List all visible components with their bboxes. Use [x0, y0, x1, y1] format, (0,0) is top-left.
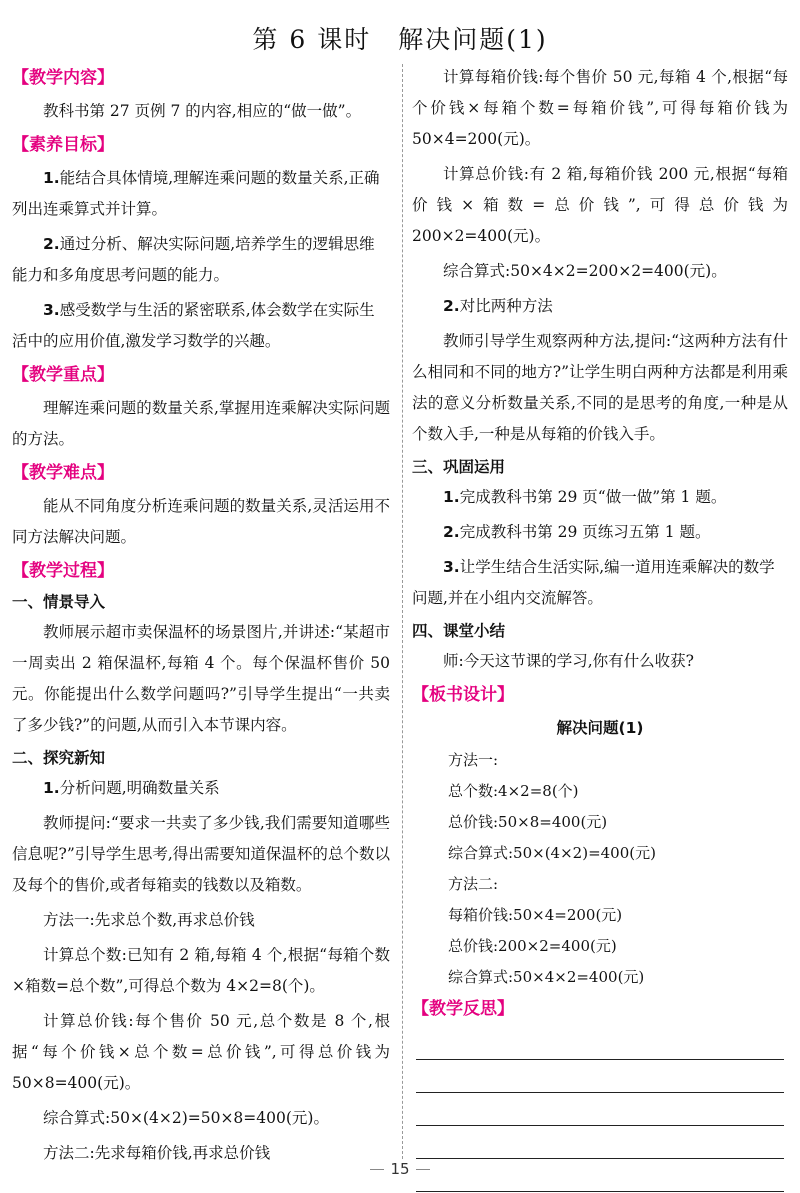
- section-tag-content: 【教学内容】: [12, 68, 114, 88]
- subheading-compare: 2.对比两种方法: [443, 297, 553, 315]
- subheading-analyze: 1.分析问题,明确数量关系: [43, 779, 220, 797]
- section-tag-process: 【教学过程】: [12, 561, 114, 581]
- column-divider: [402, 64, 403, 1159]
- practice-item: 2.完成教科书第 29 页练习五第 1 题。: [443, 523, 711, 541]
- board-line: 总个数:4×2=8(个): [448, 782, 579, 800]
- goal-item: 2.通过分析、解决实际问题,培养学生的逻辑思维能力和多角度思考问题的能力。: [12, 235, 375, 284]
- board-line: 总价钱:200×2=400(元): [448, 937, 617, 955]
- compare-paragraph: 教师引导学生观察两种方法,提问:“这两种方法有什么相同和不同的地方?”让学生明白两种方法都是利用乘法的意义分析数量关系,不同的是思考的角度,一种是从个数入手,一种是从每箱的价钱入手。: [412, 332, 788, 443]
- section-tag-board: 【板书设计】: [412, 685, 514, 705]
- explore-paragraph: 计算总价钱:每个售价 50 元,总个数是 8 个,根据“每个价钱×总个数=总价钱”,可得总价钱为 50×8=400(元)。: [12, 1012, 390, 1092]
- explore-paragraph: 计算总个数:已知有 2 箱,每箱 4 个,根据“每箱个数×箱数=总个数”,可得总个数为 4×2=8(个)。: [12, 946, 390, 995]
- combined-formula: 综合算式:50×(4×2)=50×8=400(元)。: [43, 1109, 329, 1127]
- reflection-line[interactable]: [416, 1093, 784, 1126]
- page-title: 第 6 课时 解决问题(1): [252, 25, 548, 54]
- board-line: 综合算式:50×4×2=400(元): [448, 968, 645, 986]
- page-number-value: 15: [390, 1160, 410, 1178]
- section-heading-explore: 二、探究新知: [12, 749, 106, 767]
- content-text: 教科书第 27 页例 7 的内容,相应的“做一做”。: [43, 102, 362, 120]
- key-points-text: 理解连乘问题的数量关系,掌握用连乘解决实际问题的方法。: [12, 399, 390, 448]
- section-tag-difficulties: 【教学难点】: [12, 463, 114, 483]
- page-number-dash: [370, 1169, 384, 1170]
- explore-paragraph: 计算每箱价钱:每个售价 50 元,每箱 4 个,根据“每个价钱×每箱个数=每箱价钱”,可得每箱价钱为 50×4=200(元)。: [412, 68, 788, 148]
- method-one-heading: 方法一:先求总个数,再求总价钱: [43, 911, 255, 929]
- board-line: 方法二:: [448, 875, 499, 893]
- explore-paragraph: 计算总价钱:有 2 箱,每箱价钱 200 元,根据“每箱价钱×箱数=总价钱”,可得总价钱为 200×2=400(元)。: [412, 165, 788, 245]
- goal-item: 3.感受数学与生活的紧密联系,体会数学在实际生活中的应用价值,激发学习数学的兴趣。: [12, 301, 375, 350]
- board-line: 综合算式:50×(4×2)=400(元): [448, 844, 656, 862]
- section-tag-reflection: 【教学反思】: [412, 999, 514, 1019]
- left-column: [12, 62, 390, 1173]
- board-line: 总价钱:50×8=400(元): [448, 813, 608, 831]
- section-heading-practice: 三、巩固运用: [412, 458, 506, 476]
- right-column: [412, 62, 788, 1192]
- section-tag-key-points: 【教学重点】: [12, 365, 114, 385]
- goal-item: 1.能结合具体情境,理解连乘问题的数量关系,正确列出连乘算式并计算。: [12, 169, 380, 218]
- section-tag-goals: 【素养目标】: [12, 135, 114, 155]
- page-number: [0, 1160, 800, 1178]
- practice-item: 1.完成教科书第 29 页“做一做”第 1 题。: [443, 488, 727, 506]
- board-line: 方法一:: [448, 751, 499, 769]
- reflection-line[interactable]: [416, 1126, 784, 1159]
- difficulties-text: 能从不同角度分析连乘问题的数量关系,灵活运用不同方法解决问题。: [12, 497, 390, 546]
- board-title: 解决问题(1): [556, 719, 644, 737]
- method-two-heading: 方法二:先求每箱价钱,再求总价钱: [43, 1144, 271, 1162]
- combined-formula: 综合算式:50×4×2=200×2=400(元)。: [443, 262, 727, 280]
- explore-paragraph: 教师提问:“要求一共卖了多少钱,我们需要知道哪些信息呢?”引导学生思考,得出需要知道保温杯的总个数以及每个的售价,或者每箱卖的钱数以及箱数。: [12, 814, 390, 894]
- section-heading-summary: 四、课堂小结: [412, 622, 506, 640]
- board-line: 每箱价钱:50×4=200(元): [448, 906, 623, 924]
- section-heading-intro: 一、情景导入: [12, 593, 106, 611]
- intro-text: 教师展示超市卖保温杯的场景图片,并讲述:“某超市一周卖出 2 箱保温杯,每箱 4 个。每个保温杯售价 50 元。你能提出什么数学问题吗?”引导学生提出“一共卖了多少钱?”的问题,从而引入本节课内容。: [12, 623, 390, 734]
- practice-item: 3.让学生结合生活实际,编一道用连乘解决的数学问题,并在小组内交流解答。: [412, 558, 775, 607]
- reflection-line[interactable]: [416, 1027, 784, 1060]
- summary-text: 师:今天这节课的学习,你有什么收获?: [443, 652, 694, 670]
- reflection-line[interactable]: [416, 1060, 784, 1093]
- page-number-dash: [416, 1169, 430, 1170]
